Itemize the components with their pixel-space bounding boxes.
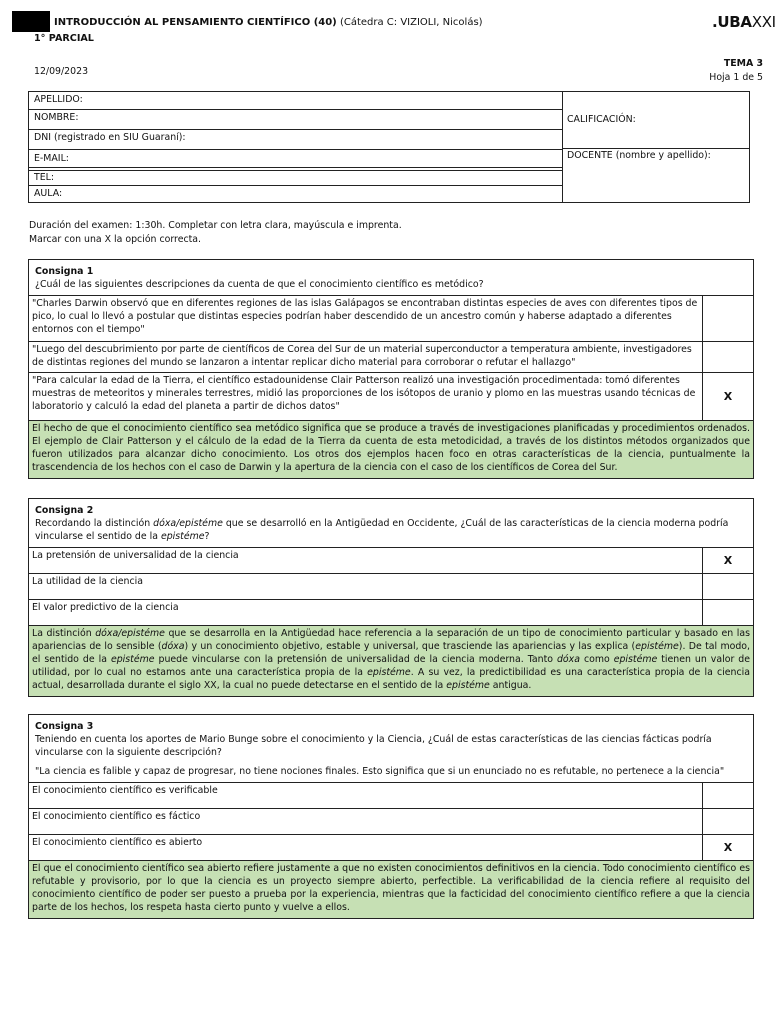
consigna-1-option-2[interactable] [29, 342, 753, 373]
ans-emph: dóxa [161, 640, 185, 652]
course-title [54, 16, 483, 30]
student-fields [29, 92, 563, 202]
nombre-label: NOMBRE: [34, 112, 79, 123]
uba-logo-main: .UBA [712, 13, 752, 31]
instructions-mark: Marcar con una X la opción correcta. [29, 233, 202, 245]
consigna-1-option-1[interactable] [29, 296, 753, 342]
option-checkbox[interactable]: X [723, 553, 733, 567]
uba-logo-tail: XXI [751, 13, 776, 31]
consigna-2-option-1[interactable] [29, 548, 753, 574]
ans-emph: epistéme [446, 679, 490, 691]
ans-emph: dóxa/epistéme [95, 627, 165, 639]
grading-fields [562, 92, 749, 202]
ans-text: La distinción [32, 627, 96, 639]
ans-emph: epistéme [613, 653, 658, 665]
option-text: "Para calcular la edad de la Tierra, el científico estadounidense Clair Patterson realizó una investigación procedimentada: tomó diferentes muestras de meteoritos y minerales terrestres, midió las proporciones de los isótopos de uranio y plomo en las muestras usando técnicas de laboratorio y calculó la edad del planeta a partir de dichos datos" [29, 373, 703, 420]
ans-text: que se desarrolla en la Antigüedad hace referencia a la separación de un tipo de conocimiento particular y basado en las apariencias de lo sensible ( [32, 627, 751, 652]
ans-text: como [579, 653, 614, 665]
q-text: que se desarrolló en la Antigüedad en Occidente, ¿Cuál de las características de la ciencia moderna podría vincularse el sentido de la [35, 517, 729, 542]
consigna-2-header [29, 499, 753, 548]
dni-field[interactable] [29, 130, 562, 150]
docente-label: DOCENTE (nombre y apellido): [567, 150, 711, 161]
option-text: La utilidad de la ciencia [29, 574, 703, 599]
consigna-1-title: Consigna 1 [35, 266, 94, 277]
consigna-3 [28, 714, 754, 919]
exam-label: 1° PARCIAL [34, 33, 94, 44]
email-field[interactable] [29, 150, 562, 168]
consigna-2-answer [29, 626, 753, 696]
consigna-3-option-2[interactable] [29, 809, 753, 835]
q-emph: epistéme [160, 530, 205, 542]
ans-text: ) y un conocimiento objetivo, estable y universal, que trasciende las apariencias y las explica ( [184, 640, 636, 652]
tel-field[interactable] [29, 170, 562, 186]
apellido-label: APELLIDO: [34, 94, 83, 105]
consigna-3-quote: "La ciencia es falible y capaz de progresar, no tiene nociones finales. Esto significa que si un enunciado no es refutable, no pertenece a la ciencia" [35, 765, 725, 777]
instructions-duration: Duración del examen: 1:30h. Completar con letra clara, mayúscula e imprenta. [29, 220, 402, 231]
q-text: Recordando la distinción [35, 517, 154, 529]
aula-field[interactable] [29, 187, 562, 202]
consigna-1 [28, 259, 754, 479]
ans-emph: dóxa [556, 653, 580, 665]
q-emph: dóxa/epistéme [153, 517, 223, 529]
page-counter: Hoja 1 de 5 [709, 72, 763, 83]
student-info-form [28, 91, 750, 203]
ans-emph: epistéme [367, 666, 411, 678]
ans-emph: epistéme [110, 653, 155, 665]
q-text: ? [204, 530, 210, 542]
ans-text: antigua. [489, 679, 532, 691]
consigna-3-answer: El que el conocimiento científico sea abierto refiere justamente a que no existen conocimientos definitivos en la ciencia. Todo conocimiento científico es refutable y provisorio, por lo que la ciencia es un proyecto siempre abierto, perfectible. La verificabilidad de la ciencia refiere al requisito del conocimiento científico de poder ser puesto a prueba por la experiencia, mientras que la facticidad del conocimiento científico refiere a que la ciencia parte de los hechos, los respeta hasta cierto punto y vuelve a ellos. [29, 861, 753, 918]
ans-text: . A su vez, la predictibilidad es una característica propia de la ciencia actual, desarrollada durante el siglo XX, la cual no puede detectarse en el sentido de la [32, 666, 750, 691]
consigna-3-question: Teniendo en cuenta los aportes de Mario Bunge sobre el conocimiento y la Ciencia, ¿Cuál de estas características de las ciencias fácticas podría vincularse con la siguiente descripción? [35, 733, 712, 758]
option-text: El valor predictivo de la ciencia [29, 600, 703, 625]
consigna-1-question: ¿Cuál de las siguientes descripciones da cuenta de que el conocimiento científico es metódico? [35, 278, 484, 290]
option-text: El conocimiento científico es verificable [29, 783, 703, 808]
consigna-1-header [29, 260, 753, 296]
consigna-1-option-3[interactable] [29, 373, 753, 421]
option-checkbox[interactable]: X [723, 840, 733, 854]
option-checkbox[interactable] [703, 296, 753, 341]
option-checkbox[interactable] [703, 574, 753, 599]
ans-text: puede vincularse con la pretensión de universalidad de la ciencia moderna. Tanto [154, 653, 557, 665]
consigna-3-option-1[interactable] [29, 783, 753, 809]
course-name: INTRODUCCIÓN AL PENSAMIENTO CIENTÍFICO (40) [54, 17, 337, 28]
option-checkbox[interactable] [703, 809, 753, 834]
calificacion-label: CALIFICACIÓN: [567, 114, 636, 125]
apellido-field[interactable] [29, 92, 562, 110]
consigna-2-option-3[interactable] [29, 600, 753, 626]
option-checkbox[interactable] [703, 600, 753, 625]
instructions [29, 219, 402, 246]
uba-logo [712, 12, 776, 33]
ans-text: tienen un valor de utilidad, por lo cual no estamos ante una característica propia de la [32, 653, 750, 678]
tel-label: TEL: [34, 172, 55, 183]
email-label: E-MAIL: [34, 153, 69, 164]
redaction-box [12, 11, 50, 32]
tema-label: TEMA 3 [723, 58, 763, 69]
option-checkbox[interactable] [703, 783, 753, 808]
nombre-field[interactable] [29, 110, 562, 130]
grading-divider [562, 148, 749, 149]
option-text: La pretensión de universalidad de la ciencia [29, 548, 703, 573]
ans-emph: epistéme [635, 640, 679, 652]
consigna-2-title: Consigna 2 [35, 505, 94, 516]
consigna-2-option-2[interactable] [29, 574, 753, 600]
ans-text: ). De tal modo, el sentido de la [32, 640, 750, 665]
consigna-3-option-3[interactable] [29, 835, 753, 861]
option-text: El conocimiento científico es fáctico [29, 809, 703, 834]
option-text: El conocimiento científico es abierto [29, 835, 703, 860]
option-text: "Luego del descubrimiento por parte de científicos de Corea del Sur de un material superconductor a temperatura ambiente, investigadores de distintas regiones del mundo se lanzaron a intentar replicar dicho material para corroborar o refutar el hallazgo" [29, 342, 703, 372]
consigna-2-question [35, 518, 747, 544]
option-text: "Charles Darwin observó que en diferentes regiones de las islas Galápagos se encontraban distintas especies de aves con diferentes tipos de pico, lo cual lo llevó a postular que distintas especies podrían haber descendido de un ancestro común y haberse adaptado a diferentes entornos con el tiempo" [29, 296, 703, 341]
consigna-1-answer: El hecho de que el conocimiento científico sea metódico significa que se produce a través de investigaciones planificadas y procedimientos ordenados. El ejemplo de Clair Patterson y el cálculo de la edad de la Tierra da cuenta de esta metodicidad, a través de los distintos métodos organizados que fueron utilizados para alcanzar dicho conocimiento. Los otros dos ejemplos hacen foco en otras características de la ciencia, puntualmente la trascendencia de los hechos con el caso de Darwin y la apertura de la ciencia con el caso de los científicos de Corea del Sur. [29, 421, 753, 478]
consigna-2 [28, 498, 754, 697]
option-checkbox[interactable] [703, 342, 753, 372]
course-chair: (Cátedra C: VIZIOLI, Nicolás) [336, 17, 483, 28]
consigna-3-header [29, 715, 753, 783]
dni-label: DNI (registrado en SIU Guaraní): [34, 132, 186, 143]
aula-label: AULA: [34, 188, 63, 199]
option-checkbox[interactable]: X [723, 389, 733, 403]
consigna-3-title: Consigna 3 [35, 721, 94, 732]
exam-date: 12/09/2023 [34, 66, 89, 77]
